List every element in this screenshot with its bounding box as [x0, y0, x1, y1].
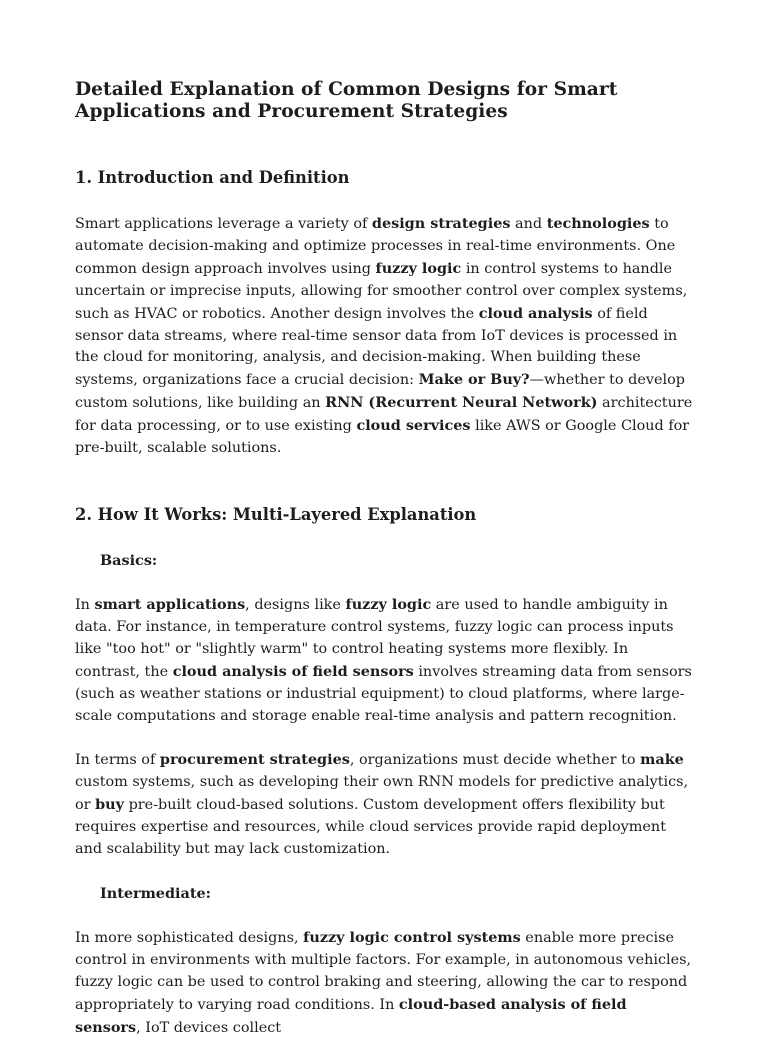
text-run: and [510, 216, 547, 232]
bold-term: fuzzy logic control systems [303, 928, 521, 946]
text-run: enable more precise control in environments with multiple factors. For example, in autonomous vehicles, fuzzy logic can be used to control braking and steering, allowing the car to respond appropriately to varying road conditions. In [75, 929, 692, 1013]
text-run: —whether to develop custom solutions, like building an [75, 372, 685, 412]
text-run: In [75, 596, 95, 613]
text-run: pre-built cloud-based solutions. Custom development offers flexibility but requires expertise and resources, while cloud services provide rapid deployment and scalability but may lack customization. [75, 797, 666, 858]
text-run: architecture for data processing, or to use existing [75, 395, 693, 435]
bold-term: RNN (Recurrent Neural Network) [325, 394, 598, 412]
section-heading-how-it-works: 2. How It Works: Multi-Layered Explanation [75, 504, 477, 524]
section-heading-introduction: 1. Introduction and Definition [75, 168, 350, 187]
introduction-paragraph [75, 213, 696, 460]
text-run: like AWS or Google Cloud for pre-built, scalable solutions. [75, 418, 690, 457]
intermediate-paragraph-1 [75, 927, 696, 1039]
basics-paragraph-2 [75, 749, 696, 861]
bold-term: cloud analysis [478, 304, 593, 322]
text-run: Smart applications leverage a variety of [75, 216, 372, 232]
bold-term: cloud services [356, 417, 471, 435]
bold-term: cloud analysis of field sensors [172, 662, 414, 680]
basics-paragraph-1 [75, 594, 696, 727]
bold-term: fuzzy logic [375, 259, 462, 277]
subsection-label-basics: Basics: [100, 551, 158, 569]
subsection-label-intermediate: Intermediate: [100, 884, 211, 902]
bold-term: technologies [546, 215, 650, 232]
text-run: custom systems, such as developing their own RNN models for predictive analytics, or [75, 774, 689, 814]
text-run: to automate decision-making and optimize processes in real-time environments. One common design approach involves using [75, 216, 676, 277]
bold-term: procurement strategies [159, 751, 350, 769]
text-run: In terms of [75, 752, 160, 769]
text-run: are used to handle ambiguity in data. For instance, in temperature control systems, fuzzy logic can process inputs like "too hot" or "slightly warm" to control heating systems more flexibly. In contrast, the [75, 596, 674, 680]
bold-term: Make or Buy? [418, 371, 530, 389]
text-run: in control systems to handle uncertain or imprecise inputs, allowing for smoother control over complex systems, such as HVAC or robotics. Another design involves the [75, 260, 688, 322]
bold-term: smart applications [94, 595, 246, 613]
bold-term: make [640, 751, 684, 769]
text-run: In more sophisticated designs, [75, 929, 304, 946]
text-run: of field sensor data streams, where real-time sensor data from IoT devices is processed in the cloud for monitoring, analysis, and decision-making. When building these systems, organizations face a crucial decision: [75, 305, 678, 389]
bold-term: buy [95, 796, 125, 814]
text-run: , organizations must decide whether to [349, 752, 641, 769]
text-run: involves streaming data from sensors (such as weather stations or industrial equipment) to cloud platforms, where large-scale computations and storage enable real-time analysis and pattern recognition. [75, 663, 692, 724]
bold-term: design strategies [371, 215, 511, 232]
text-run: , IoT devices collect [136, 1019, 282, 1036]
bold-term: cloud-based analysis of field sensors [75, 995, 627, 1036]
bold-term: fuzzy logic [345, 595, 432, 613]
document-title: Detailed Explanation of Common Designs for Smart Applications and Procurement Strategies [75, 79, 618, 122]
text-run: , designs like [245, 596, 346, 613]
